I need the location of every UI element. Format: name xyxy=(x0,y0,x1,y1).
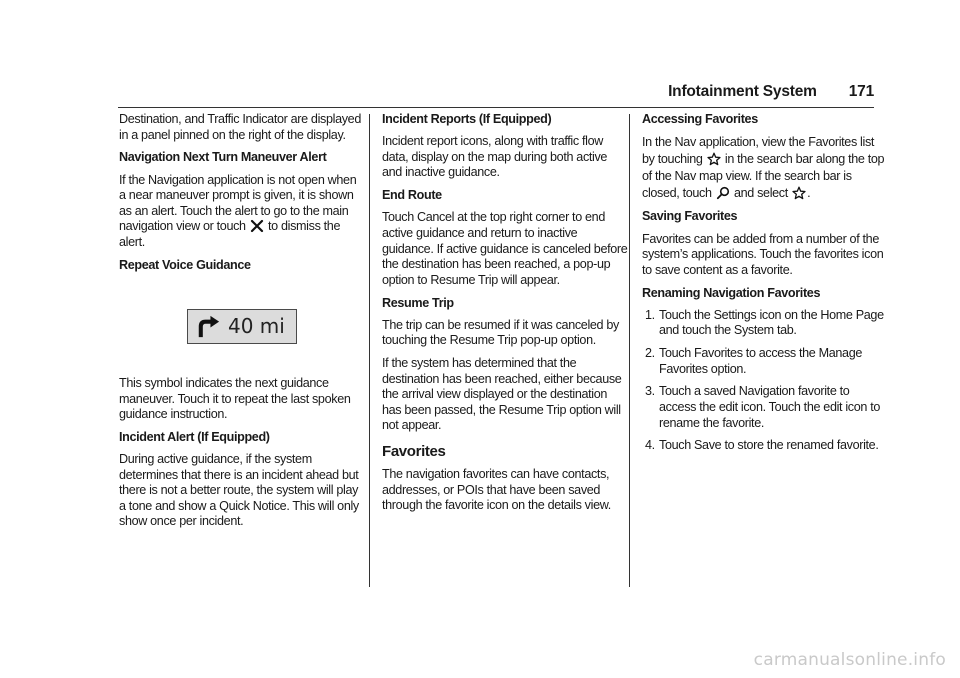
paragraph: Favorites can be added from a number of the system’s applications. Touch the favorites icon to save content as a favorite. xyxy=(642,231,884,277)
paragraph: Touch Cancel at the top right corner to end active guidance and return to inactive guidance. If active guidance is canceled before the destination has been reached, a pop-up option to Resume Trip will appear. xyxy=(382,210,628,287)
paragraph: If the system has determined that the destination has been reached, either because the arrival view displayed or the destination has been passed, the Resume Trip option will not appear. xyxy=(382,356,622,433)
watermark: carmanualsonline.info xyxy=(753,650,946,670)
list-item: 2. Touch Favorites to access the Manage Favorites option. xyxy=(645,346,863,376)
page-number: 171 xyxy=(848,83,874,100)
heading-repeat-voice-guidance: Repeat Voice Guidance xyxy=(119,257,251,272)
heading-accessing-favorites: Accessing Favorites xyxy=(642,112,758,126)
heading-incident-reports: Incident Reports (If Equipped) xyxy=(382,112,552,126)
section-title: Infotainment System xyxy=(668,83,817,100)
star-icon xyxy=(792,186,806,200)
heading-saving-favorites: Saving Favorites xyxy=(642,209,738,224)
heading-renaming-favorites: Renaming Navigation Favorites xyxy=(642,285,821,300)
heading-end-route: End Route xyxy=(382,188,442,203)
turn-right-arrow-icon xyxy=(195,313,222,340)
column-3 xyxy=(642,112,888,461)
paragraph: This symbol indicates the next guidance maneuver. Touch it to repeat the last spoken guidance instruction. xyxy=(119,375,351,422)
heading-incident-alert: Incident Alert (If Equipped) xyxy=(119,429,270,444)
heading-next-turn-alert: Navigation Next Turn Maneuver Alert xyxy=(119,150,327,165)
list-item: 4. Touch Save to store the renamed favorite. xyxy=(645,438,879,453)
paragraph: If the Navigation application is not open when a near maneuver prompt is given, it is shown as an alert. Touch the alert to go to the main navigation view or touch to dismiss the alert. xyxy=(119,172,357,249)
list-item: 1. Touch the Settings icon on the Home Page and touch the System tab. xyxy=(645,307,884,338)
paragraph: During active guidance, if the system determines that there is an incident ahead but there is not a better route, the system will play a tone and show a Quick Notice. This will only show once per incident. xyxy=(119,452,359,529)
star-icon xyxy=(707,152,721,166)
search-icon xyxy=(716,186,730,200)
column-2 xyxy=(382,112,628,521)
paragraph: Destination, and Traffic Indicator are displayed in a panel pinned on the right of the display. xyxy=(119,112,361,142)
column-1 xyxy=(119,112,365,537)
column-divider-2 xyxy=(629,114,630,587)
paragraph: Incident report icons, along with traffic flow data, display on the map during both active and inactive guidance. xyxy=(382,134,608,180)
paragraph: The navigation favorites can have contacts, addresses, or POIs that have been saved through the favorite icon on the details view. xyxy=(382,467,611,513)
close-icon xyxy=(250,219,264,233)
figure-wrap xyxy=(119,280,365,376)
column-divider-1 xyxy=(369,114,370,587)
steps-list xyxy=(642,308,888,454)
list-item: 3. Touch a saved Navigation favorite to access the edit icon. Touch the edit icon to rename the favorite. xyxy=(645,384,880,430)
paragraph: In the Nav application, view the Favorites list by touching in the search bar along the top of the Nav map view. If the search bar is closed, touch and select . xyxy=(642,135,885,201)
page-header xyxy=(668,83,874,105)
paragraph: The trip can be resumed if it was canceled by touching the Resume Trip pop-up option. xyxy=(382,317,619,348)
header-rule xyxy=(118,107,874,108)
next-maneuver-chip[interactable] xyxy=(187,309,297,344)
heading-favorites: Favorites xyxy=(382,443,446,461)
maneuver-distance: 40 mi xyxy=(228,313,285,338)
heading-resume-trip: Resume Trip xyxy=(382,295,454,310)
